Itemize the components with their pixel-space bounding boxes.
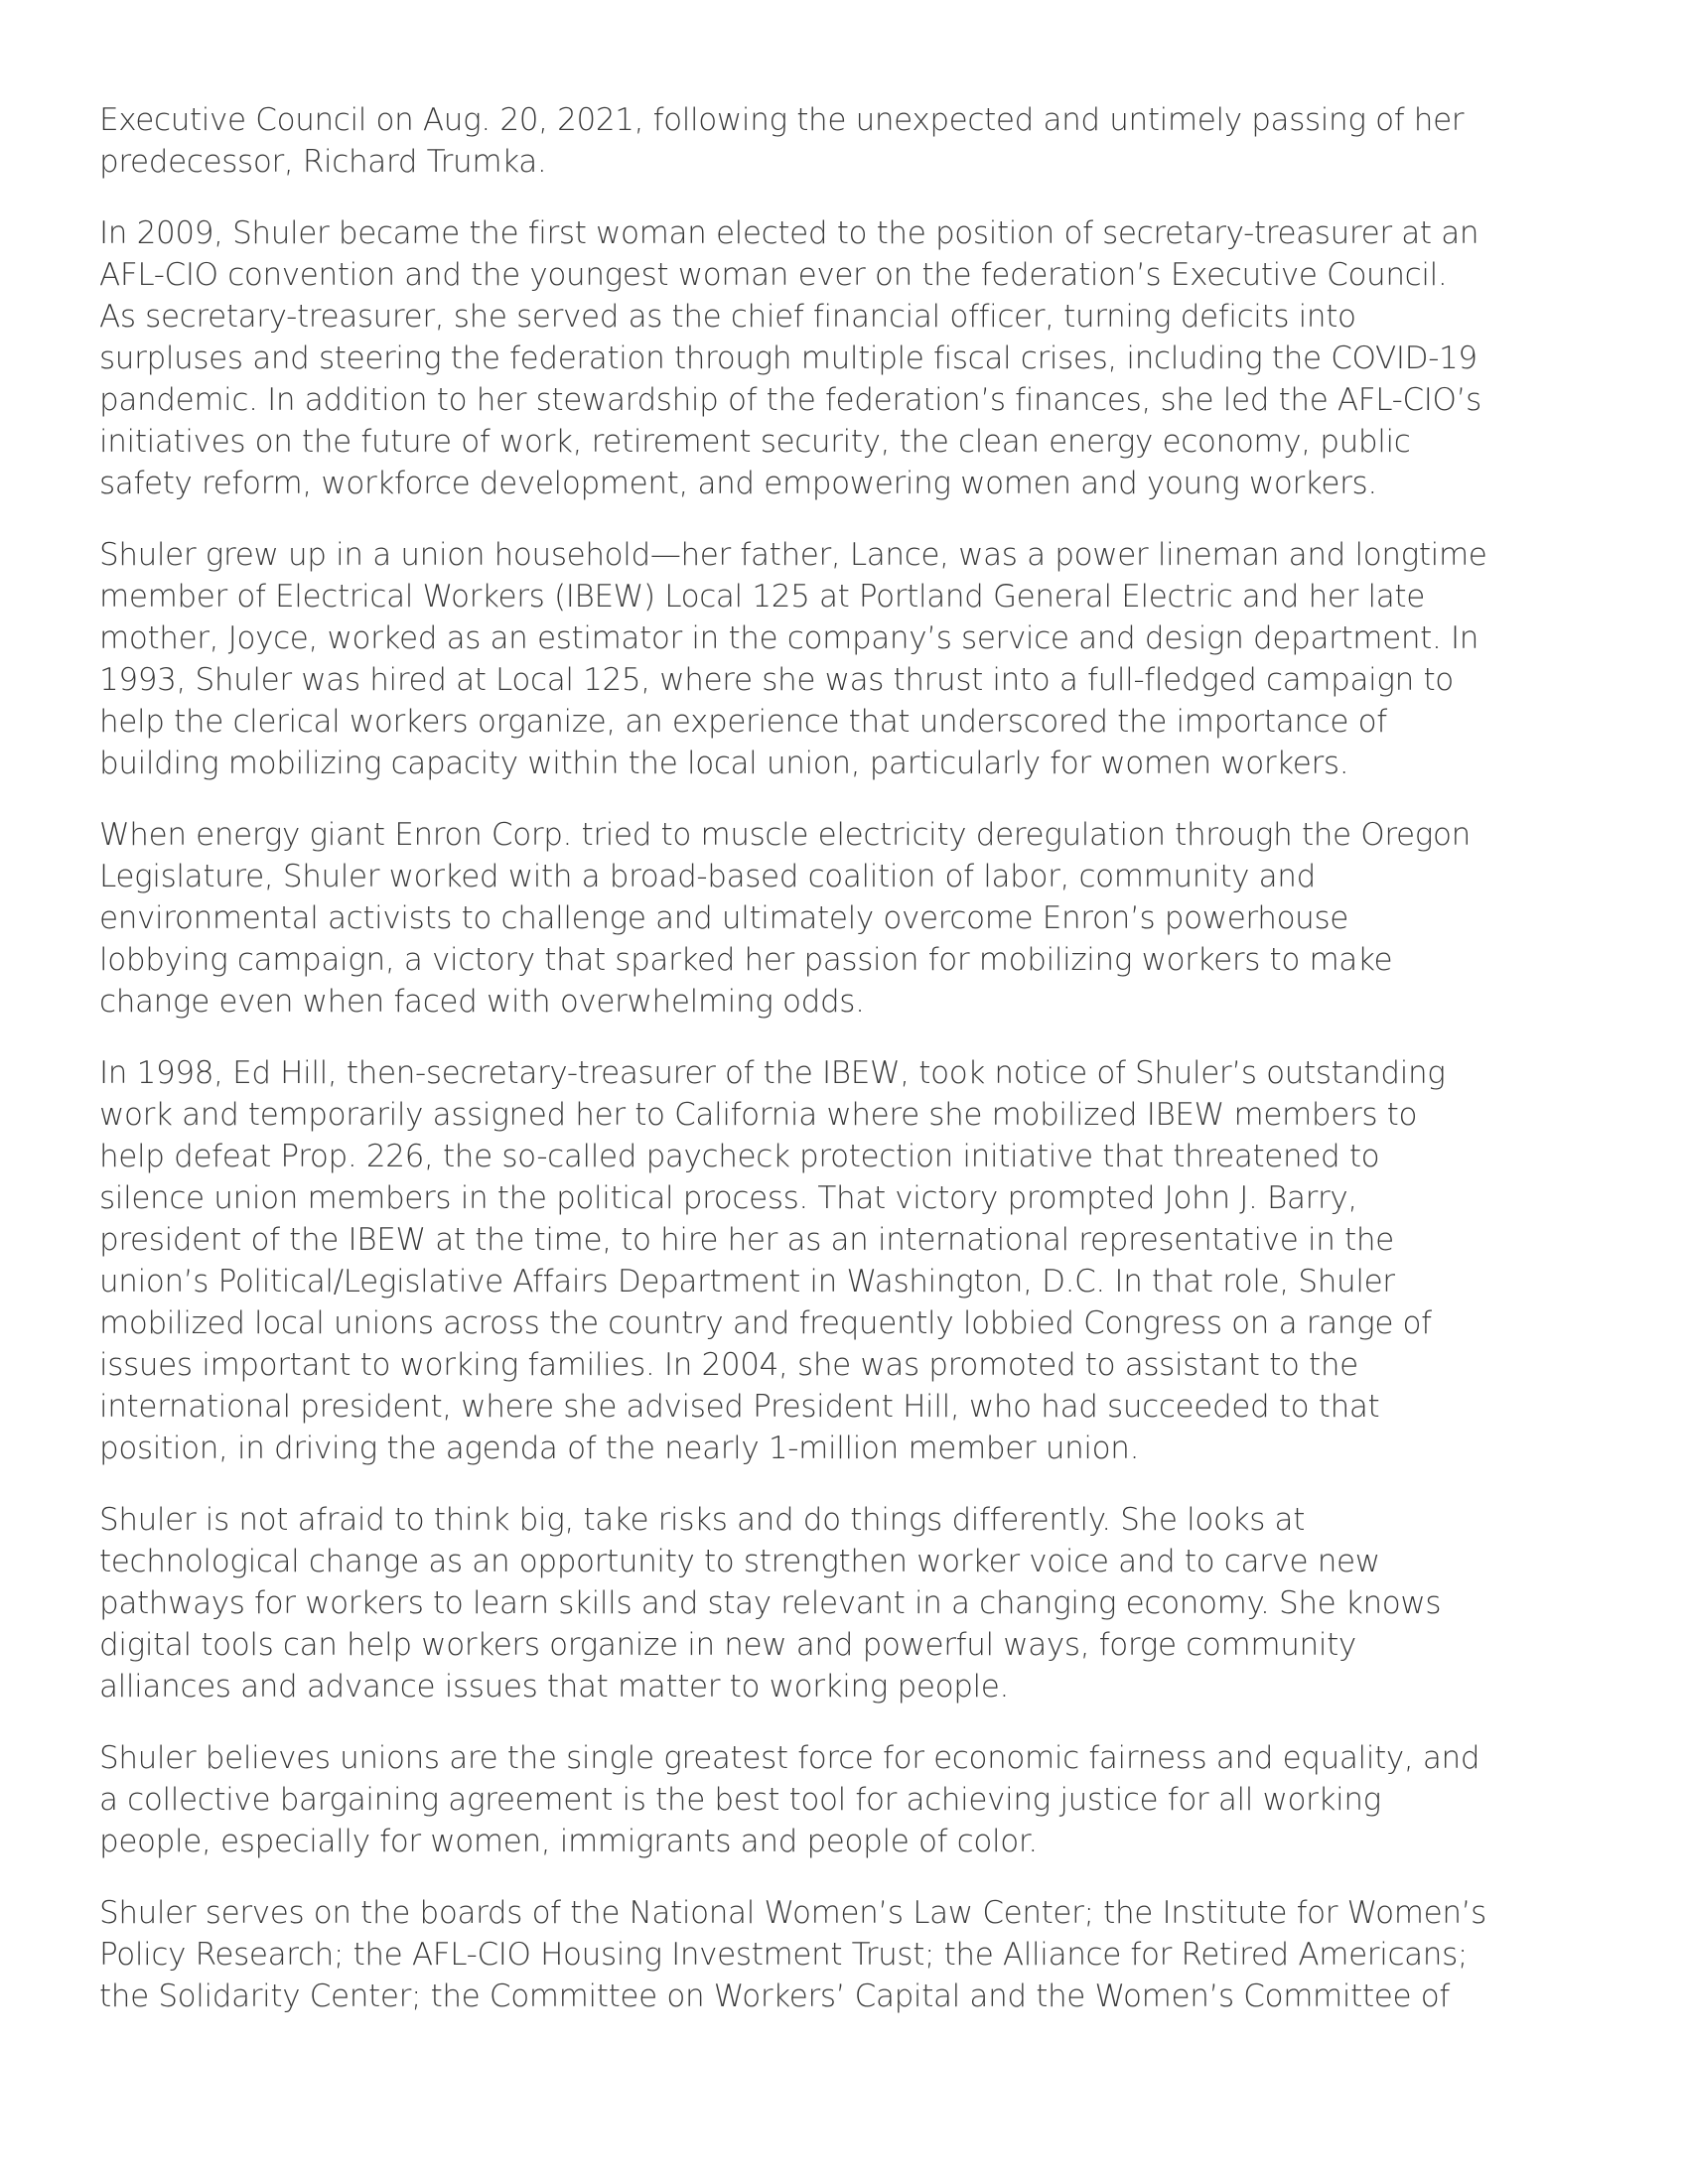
text-line: surpluses and steering the federation through multiple fiscal crises, including the COVID-19 (99, 341, 1477, 376)
text-line: change even when faced with overwhelming odds. (99, 984, 865, 1020)
text-line: member of Electrical Workers (IBEW) Local 125 at Portland General Electric and her late (99, 579, 1425, 614)
text-line: mother, Joyce, worked as an estimator in the company’s service and design department. In (99, 620, 1479, 656)
text-line: pandemic. In addition to her stewardship of the federation’s finances, she led the AFL-CIO’s (99, 382, 1481, 418)
text-line: people, especially for women, immigrants and people of color. (99, 1824, 1038, 1859)
text-line: Legislature, Shuler worked with a broad-based coalition of labor, community and (99, 859, 1316, 894)
text-line: In 2009, Shuler became the first woman elected to the position of secretary-treasurer at an (99, 215, 1479, 251)
text-line: pathways for workers to learn skills and stay relevant in a changing economy. She knows (99, 1585, 1442, 1621)
text-line: Executive Council on Aug. 20, 2021, following the unexpected and untimely passing of her (99, 102, 1465, 138)
text-line: union’s Political/Legislative Affairs Department in Washington, D.C. In that role, Shuler (99, 1264, 1395, 1299)
paragraph-ibew-career (99, 1052, 1628, 1469)
text-line: help defeat Prop. 226, the so-called paycheck protection initiative that threatened to (99, 1139, 1380, 1174)
text-line: Shuler is not afraid to think big, take risks and do things differently. She looks at (99, 1502, 1306, 1538)
text-line: environmental activists to challenge and ultimately overcome Enron’s powerhouse (99, 900, 1349, 936)
paragraph-secretary-treasurer (99, 212, 1628, 504)
text-line: predecessor, Richard Trumka. (99, 144, 547, 180)
paragraph-union-household (99, 534, 1628, 784)
text-line: issues important to working families. In 2004, she was promoted to assistant to the (99, 1347, 1358, 1383)
text-line: position, in driving the agenda of the nearly 1-million member union. (99, 1431, 1140, 1466)
text-line: a collective bargaining agreement is the best tool for achieving justice for all working (99, 1782, 1381, 1818)
text-line: 1993, Shuler was hired at Local 125, where she was thrust into a full-fledged campaign to (99, 662, 1454, 698)
text-line: Policy Research; the AFL-CIO Housing Investment Trust; the Alliance for Retired Americans; (99, 1937, 1468, 1973)
text-line: safety reform, workforce development, and empowering women and young workers. (99, 466, 1377, 501)
paragraph-think-big (99, 1499, 1628, 1707)
text-line: When energy giant Enron Corp. tried to muscle electricity deregulation through the Oregon (99, 817, 1471, 853)
text-line: help the clerical workers organize, an experience that underscored the importance of (99, 704, 1387, 740)
text-line: digital tools can help workers organize in new and powerful ways, forge community (99, 1627, 1356, 1663)
paragraph-enron (99, 814, 1628, 1023)
text-line: AFL-CIO convention and the youngest woman ever on the federation’s Executive Council. (99, 257, 1448, 293)
text-line: work and temporarily assigned her to California where she mobilized IBEW members to (99, 1097, 1418, 1133)
text-line: silence union members in the political process. That victory prompted John J. Barry, (99, 1180, 1357, 1216)
text-line: mobilized local unions across the country and frequently lobbied Congress on a range of (99, 1305, 1432, 1341)
text-line: Shuler grew up in a union household—her father, Lance, was a power lineman and longtime (99, 537, 1487, 573)
paragraph-continuation (99, 99, 1628, 183)
text-line: In 1998, Ed Hill, then-secretary-treasurer of the IBEW, took notice of Shuler’s outstanding (99, 1055, 1446, 1091)
text-line: initiatives on the future of work, retirement security, the clean energy economy, public (99, 424, 1411, 460)
text-line: lobbying campaign, a victory that sparked her passion for mobilizing workers to make (99, 942, 1393, 978)
text-line: Shuler believes unions are the single greatest force for economic fairness and equality, and (99, 1740, 1480, 1776)
text-line: the Solidarity Center; the Committee on Workers’ Capital and the Women’s Committee of (99, 1979, 1450, 2014)
text-line: technological change as an opportunity to strengthen worker voice and to carve new (99, 1544, 1380, 1579)
text-line: alliances and advance issues that matter to working people. (99, 1669, 1010, 1705)
text-line: As secretary-treasurer, she served as the chief financial officer, turning deficits into (99, 299, 1356, 335)
document-body (99, 99, 1628, 2047)
text-line: Shuler serves on the boards of the National Women’s Law Center; the Institute for Women’s (99, 1895, 1486, 1931)
text-line: international president, where she advised President Hill, who had succeeded to that (99, 1389, 1380, 1425)
text-line: building mobilizing capacity within the local union, particularly for women workers. (99, 746, 1349, 781)
paragraph-boards (99, 1892, 1628, 2017)
text-line: president of the IBEW at the time, to hire her as an international representative in the (99, 1222, 1394, 1258)
paragraph-beliefs (99, 1737, 1628, 1862)
